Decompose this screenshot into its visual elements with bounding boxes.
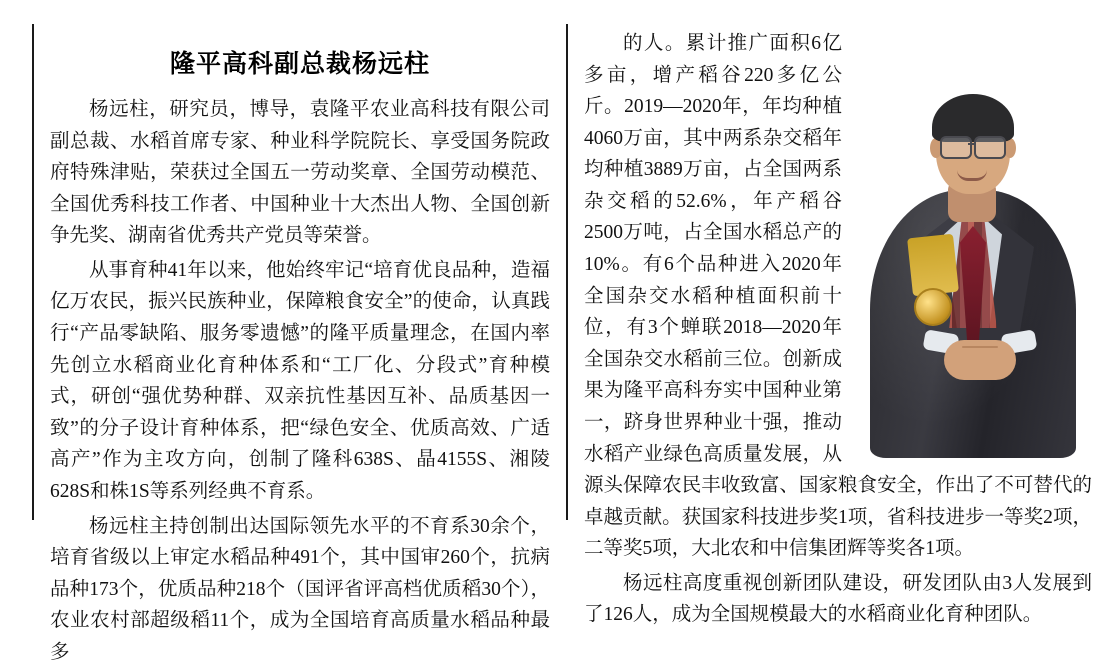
hands-detail xyxy=(962,346,998,348)
page-title: 隆平高科副总裁杨远柱 xyxy=(169,50,430,78)
glasses-bridge xyxy=(968,143,976,145)
medal-icon xyxy=(914,288,952,326)
paragraph-5: 杨远柱高度重视创新团队建设，研发团队由3人发展到了126人，成为全国规模最大的水稻商业化育种团队。 xyxy=(584,572,1092,626)
paragraph-3: 杨远柱主持创制出达国际领先水平的不育系30余个，培育省级以上审定水稻品种491个，其中国审260个，抗病品种173个，优质品种218个（国评省评高档优质稻30个），农业农村部超级稻11个，成为全国培育高质量水稻品种最多 xyxy=(50,515,550,663)
paragraph-2: 从事育种41年以来，他始终牢记“培育优良品种，造福亿万农民，振兴民族种业，保障粮食安全”的使命，认真践行“产品零缺陷、服务零遗憾”的隆平质量理念，在国内率先创立水稻商业化育种体系和“工厂化、分段式”育种模式，研创“强优势种群、双亲抗性基因互补、品质基因一致”的分子设计育种体系，把“绿色安全、优质高效、广适高产”作为主攻方向，创制了隆科638S、晶4155S、湘陵628S和株1S等系列经典不育系。 xyxy=(50,259,550,502)
center-vertical-rule xyxy=(566,24,568,520)
right-column-flow xyxy=(584,28,1092,631)
medal-ribbon xyxy=(907,234,959,296)
paragraph-1: 杨远柱，研究员，博导，袁隆平农业高科技有限公司副总裁、水稻首席专家、种业科学院院长、享受国务院政府特殊津贴，荣获过全国五一劳动奖章、全国劳动模范、全国优秀科技工作者、中国种业十大杰出人物、全国创新争先奖、湖南省优秀共产党员等荣誉。 xyxy=(50,99,550,247)
paragraph-4: 的人。累计推广面积6亿多亩，增产稻谷220多亿公斤。2019—2020年，年均种植4060万亩，其中两系杂交稻年均种植3889万亩，占全国两系杂交稻的52.6%，年产稻谷2500万吨，占全国水稻总产的10%。有6个品种进入2020年全国杂交水稻种植面积前十位，有3个蝉联2018—2020年全国杂交水稻前三位。创新成果为隆平高科夯实中国种业第一，跻身世界种业十强，推动水稻产业绿色高质量发展，从源头保障农民丰收致富、国家粮食安全，作出了不可替代的卓越贡献。获国家科技进步奖1项，省科技进步一等奖2项，二等奖5项，大北农和中信集团辉等奖各1项。 xyxy=(584,33,1092,560)
portrait-photo xyxy=(852,28,1092,458)
glasses-lens-left xyxy=(940,136,972,159)
hair-shape xyxy=(932,94,1014,142)
portrait-illustration xyxy=(852,40,1092,458)
glasses-lens-right xyxy=(974,136,1006,159)
left-column xyxy=(50,28,550,668)
right-column xyxy=(584,28,1092,631)
left-vertical-rule xyxy=(32,24,34,520)
